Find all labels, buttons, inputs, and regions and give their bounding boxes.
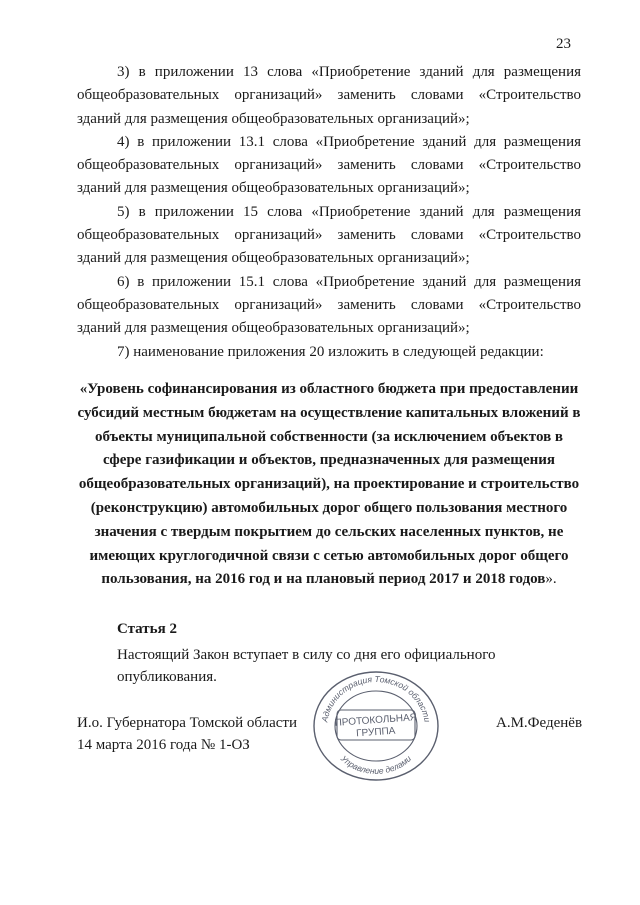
appendix-title-text: «Уровень софинансирования из областного бюджета при предоставлении субсидий местным бюджетам на осуществление капитальных вложений в объекты муниципальной собственности (за исключением объектов в сфере газификации и объектов, предназначенных для размещения общеобразовательных организаций), на проектирование и строительство (реконструкцию) автомобильных дорог общего пользования местного значения с твердым покрытием до сельских населенных пунктов, не имеющих круглогодичной связи с сетью автомобильных дорог общего пользования, на 2016 год и на плановый период 2017 и 2018 годов <box>77 381 581 588</box>
page-number: 23 <box>556 36 571 52</box>
stamp-center-line-1: ПРОТОКОЛЬНАЯ <box>334 712 418 729</box>
article-2-text: Настоящий Закон вступает в силу со дня его официального опубликования. <box>117 647 496 685</box>
amendment-item-3: 3) в приложении 13 слова «Приобретение зданий для размещения общеобразовательных организаций» заменить словами «Строительство зданий для размещения общеобразовательных организаций»; <box>77 64 581 127</box>
stamp-center-line-2: ГРУППА <box>355 725 396 740</box>
stamp-outer-bottom-text: Управление делами <box>338 753 414 776</box>
official-stamp <box>311 670 441 782</box>
amendment-item-6: 6) в приложении 15.1 слова «Приобретение зданий для размещения общеобразовательных организаций» заменить словами «Строительство зданий для размещения общеобразовательных организаций»; <box>77 273 581 337</box>
appendix-title-closing: ». <box>545 571 557 588</box>
stamp-outer-top-text: Администрация Томской области <box>319 673 433 723</box>
law-date-number: 14 марта 2016 года № 1-ОЗ <box>77 737 250 753</box>
signatory-name: А.М.Феденёв <box>496 715 583 731</box>
amendments-list <box>77 61 581 364</box>
article-2-heading: Статья 2 <box>117 621 177 637</box>
svg-text:Управление делами <box>338 753 413 776</box>
appendix-title <box>77 378 581 592</box>
amendment-item-4: 4) в приложении 13.1 слова «Приобретение зданий для размещения общеобразовательных организаций» заменить словами «Строительство зданий для размещения общеобразовательных организаций»; <box>77 133 581 197</box>
amendment-item-7: 7) наименование приложения 20 изложить в следующей редакции: <box>117 343 544 360</box>
amendment-item-5: 5) в приложении 15 слова «Приобретение зданий для размещения общеобразовательных организаций» заменить словами «Строительство зданий для размещения общеобразовательных организаций»; <box>77 203 581 267</box>
signatory-role: И.о. Губернатора Томской области <box>77 715 297 731</box>
